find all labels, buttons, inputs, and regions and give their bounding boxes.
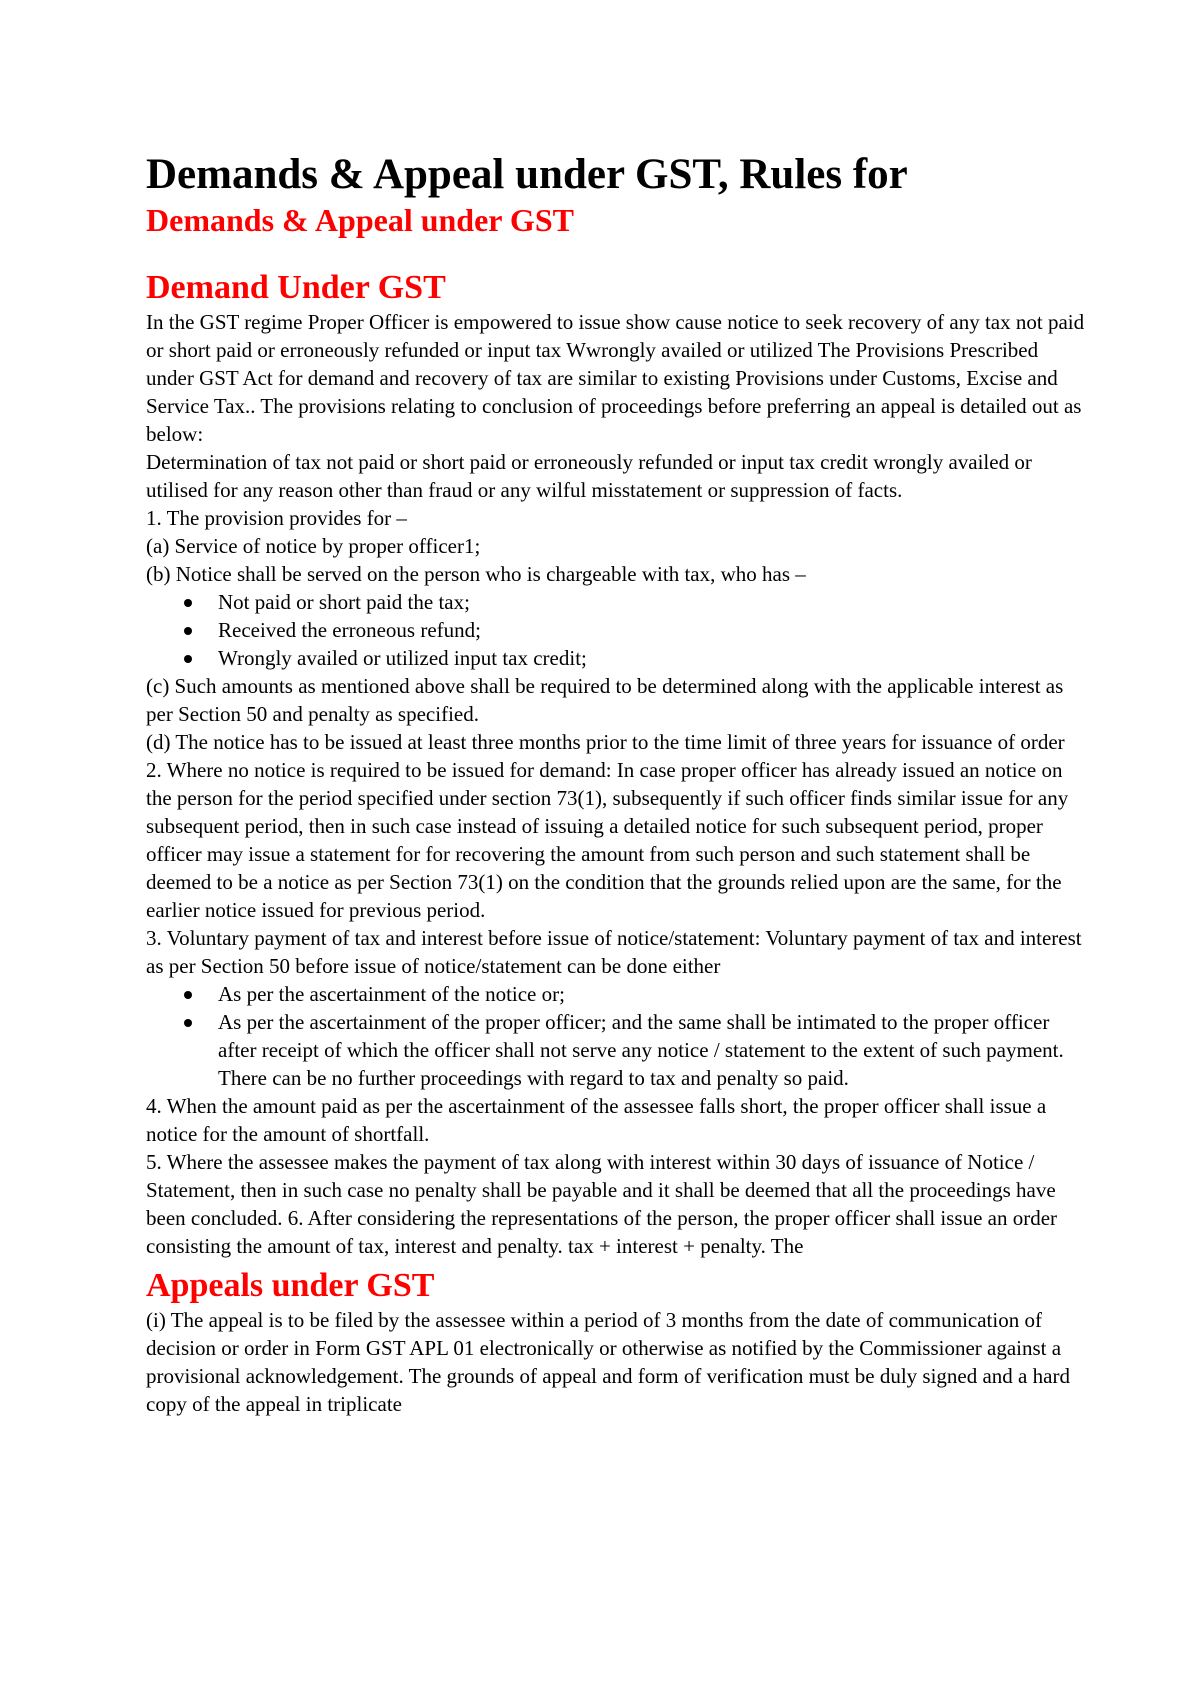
point-1c: (c) Such amounts as mentioned above shall be required to be determined along with the applicable interest as per Section 50 and penalty as specified. [146, 674, 1064, 726]
point-3: 3. Voluntary payment of tax and interest before issue of notice/statement: Voluntary payment of tax and interest as per Section 50 before issue of notice/statement can be done either [146, 926, 1082, 978]
list-item [218, 616, 1086, 644]
list-item [218, 980, 1086, 1008]
document-page [146, 150, 1086, 1418]
demand-section-heading: Demand Under GST [146, 269, 446, 306]
point-3-bullet-list [146, 980, 1086, 1092]
list-item-text: Wrongly availed or utilized input tax credit; [218, 646, 587, 670]
point-1b-bullet-list [146, 588, 1086, 672]
point-1: 1. The provision provides for – [146, 506, 407, 530]
point-1a: (a) Service of notice by proper officer1; [146, 534, 481, 558]
appeals-section-heading: Appeals under GST [146, 1267, 435, 1304]
list-item [218, 588, 1086, 616]
point-4: 4. When the amount paid as per the ascertainment of the assessee falls short, the proper officer shall issue a notice for the amount of shortfall. [146, 1094, 1047, 1146]
appeals-point-i: (i) The appeal is to be filed by the assessee within a period of 3 months from the date of communication of decision or order in Form GST APL 01 electronically or otherwise as notified by the Commissioner against a provisional acknowledgement. The grounds of appeal and form of verification must be duly signed and a hard copy of the appeal in triplicate [146, 1308, 1070, 1416]
bullet-icon [184, 1019, 192, 1027]
list-item-text: Received the erroneous refund; [218, 618, 481, 642]
point-2: 2. Where no notice is required to be issued for demand: In case proper officer has already issued an notice on the person for the period specified under section 73(1), subsequently if such officer finds similar issue for any subsequent period, then in such case instead of issuing a detailed notice for such subsequent period, proper officer may issue a statement for for recovering the amount from such person and such statement shall be deemed to be a notice as per Section 73(1) on the condition that the grounds relied upon are the same, for the earlier notice issued for previous period. [146, 758, 1069, 922]
point-1d: (d) The notice has to be issued at least three months prior to the time limit of three years for issuance of order [146, 730, 1065, 754]
point-5: 5. Where the assessee makes the payment of tax along with interest within 30 days of issuance of Notice / Statement, then in such case no penalty shall be payable and it shall be deemed that all the proceedings have been concluded. 6. After considering the representations of the person, the proper officer shall issue an order consisting the amount of tax, interest and penalty. tax + interest + penalty. The [146, 1150, 1058, 1258]
demand-intro-paragraph: In the GST regime Proper Officer is empowered to issue show cause notice to seek recovery of any tax not paid or short paid or erroneously refunded or input tax Wwrongly availed or utilized The Provisions Prescribed under GST Act for demand and recovery of tax are similar to existing Provisions under Customs, Excise and Service Tax.. The provisions relating to conclusion of proceedings before preferring an appeal is detailed out as below: [146, 310, 1085, 446]
document-subtitle: Demands & Appeal under GST [146, 202, 574, 238]
list-item-text: As per the ascertainment of the proper officer; and the same shall be intimated to the proper officer after receipt of which the officer shall not serve any notice / statement to the extent of such payment. There can be no further proceedings with regard to tax and penalty so paid. [218, 1010, 1064, 1090]
list-item [218, 644, 1086, 672]
bullet-icon [184, 655, 192, 663]
bullet-icon [184, 627, 192, 635]
list-item-text: Not paid or short paid the tax; [218, 590, 470, 614]
list-item-text: As per the ascertainment of the notice or; [218, 982, 565, 1006]
determination-paragraph: Determination of tax not paid or short paid or erroneously refunded or input tax credit wrongly availed or utilised for any reason other than fraud or any wilful misstatement or suppression of facts. [146, 450, 1032, 502]
bullet-icon [184, 991, 192, 999]
point-1b: (b) Notice shall be served on the person who is chargeable with tax, who has – [146, 562, 806, 586]
list-item [218, 1008, 1086, 1092]
document-title: Demands & Appeal under GST, Rules for [146, 151, 908, 198]
bullet-icon [184, 599, 192, 607]
